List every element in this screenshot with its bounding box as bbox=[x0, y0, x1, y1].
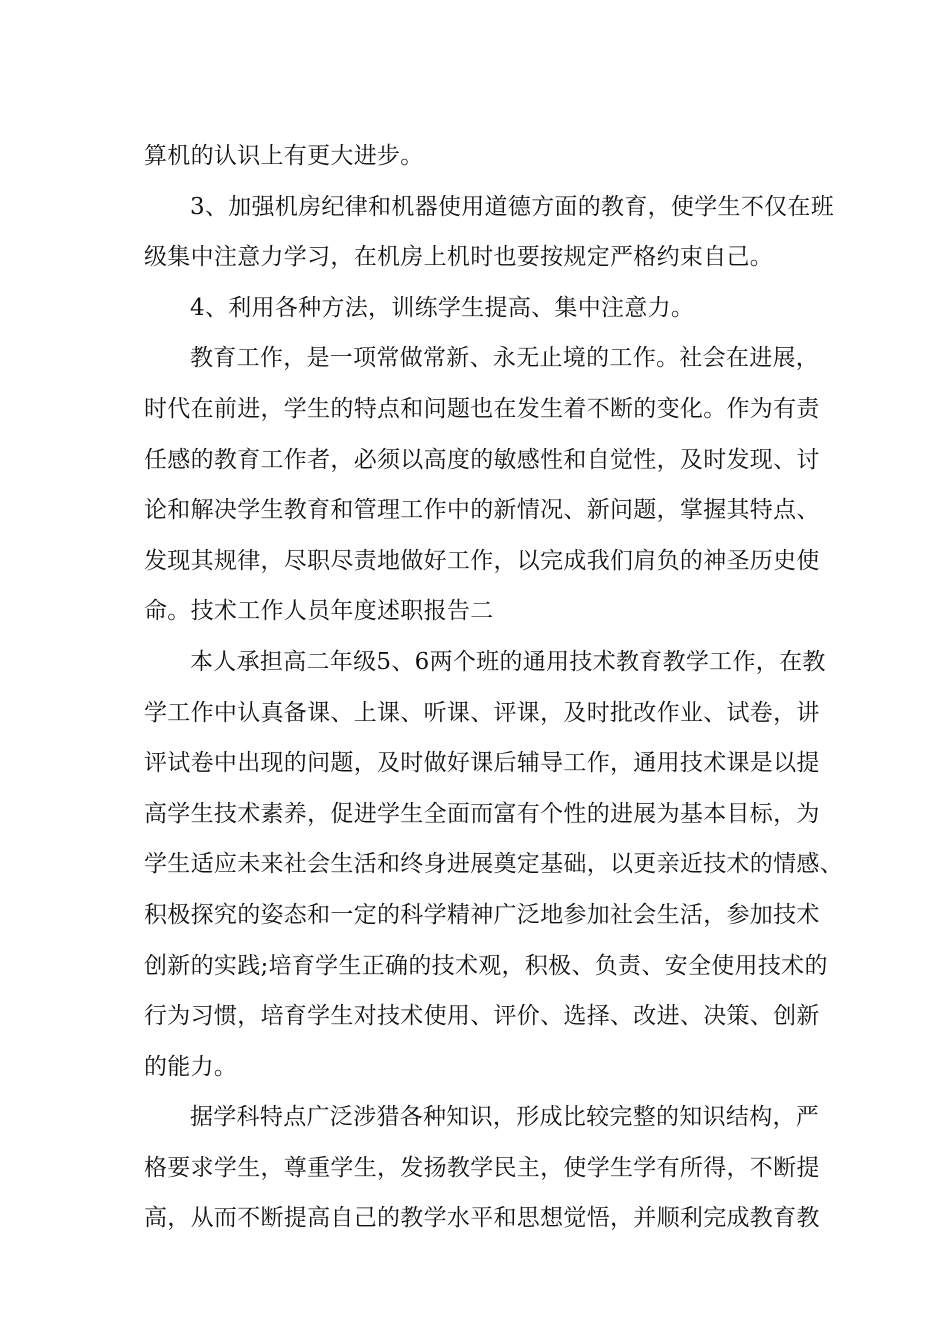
text-line: 时代在前进，学生的特点和问题也在发生着不断的变化。作为有责 bbox=[144, 395, 820, 422]
text-line: 命。技术工作人员年度述职报告二 bbox=[144, 598, 494, 625]
text-line: 学工作中认真备课、上课、听课、评课，及时批改作业、试卷，讲 bbox=[144, 699, 820, 726]
text-line: 论和解决学生教育和管理工作中的新情况、新问题，掌握其特点、 bbox=[144, 497, 820, 524]
text-line: 的能力。 bbox=[144, 1053, 238, 1080]
text-line: 高学生技术素养，促进学生全面而富有个性的进展为基本目标，为 bbox=[144, 800, 820, 827]
text-line: 行为习惯，培育学生对技术使用、评价、选择、改进、决策、创新 bbox=[144, 1003, 820, 1030]
text-line: 学生适应未来社会生活和终身进展奠定基础，以更亲近技术的情感、 bbox=[144, 851, 843, 878]
text-line: 发现其规律，尽职尽责地做好工作，以完成我们肩负的神圣历史使 bbox=[144, 547, 820, 574]
text-line: 级集中注意力学习，在机房上机时也要按规定严格约束自己。 bbox=[144, 244, 774, 271]
text-line: 算机的认识上有更大进步。 bbox=[144, 143, 424, 169]
text-line: 任感的教育工作者，必须以高度的敏感性和自觉性，及时发现、讨 bbox=[144, 446, 820, 473]
text-line: 格要求学生，尊重学生，发扬教学民主，使学生学有所得，不断提 bbox=[144, 1154, 820, 1181]
text-line: 3、加强机房纪律和机器使用道德方面的教育，使学生不仅在班 bbox=[190, 193, 835, 220]
text-line: 创新的实践;培育学生正确的技术观，积极、负责、安全使用技术的 bbox=[144, 952, 828, 979]
text-line: 积极探究的姿态和一定的科学精神广泛地参加社会生活，参加技术 bbox=[144, 901, 820, 928]
text-line: 据学科特点广泛涉猎各种知识，形成比较完整的知识结构，严 bbox=[190, 1104, 820, 1131]
text-line: 本人承担高二年级5、6两个班的通用技术教育教学工作，在教 bbox=[190, 648, 826, 675]
text-line: 4、利用各种方法，训练学生提高、集中注意力。 bbox=[190, 294, 695, 321]
text-line: 教育工作，是一项常做常新、永无止境的工作。社会在进展， bbox=[190, 345, 820, 372]
body-text bbox=[144, 131, 843, 1244]
text-line: 评试卷中出现的问题，及时做好课后辅导工作，通用技术课是以提 bbox=[144, 750, 820, 777]
text-line: 高，从而不断提高自己的教学水平和思想觉悟，并顺利完成教育教 bbox=[144, 1205, 820, 1232]
